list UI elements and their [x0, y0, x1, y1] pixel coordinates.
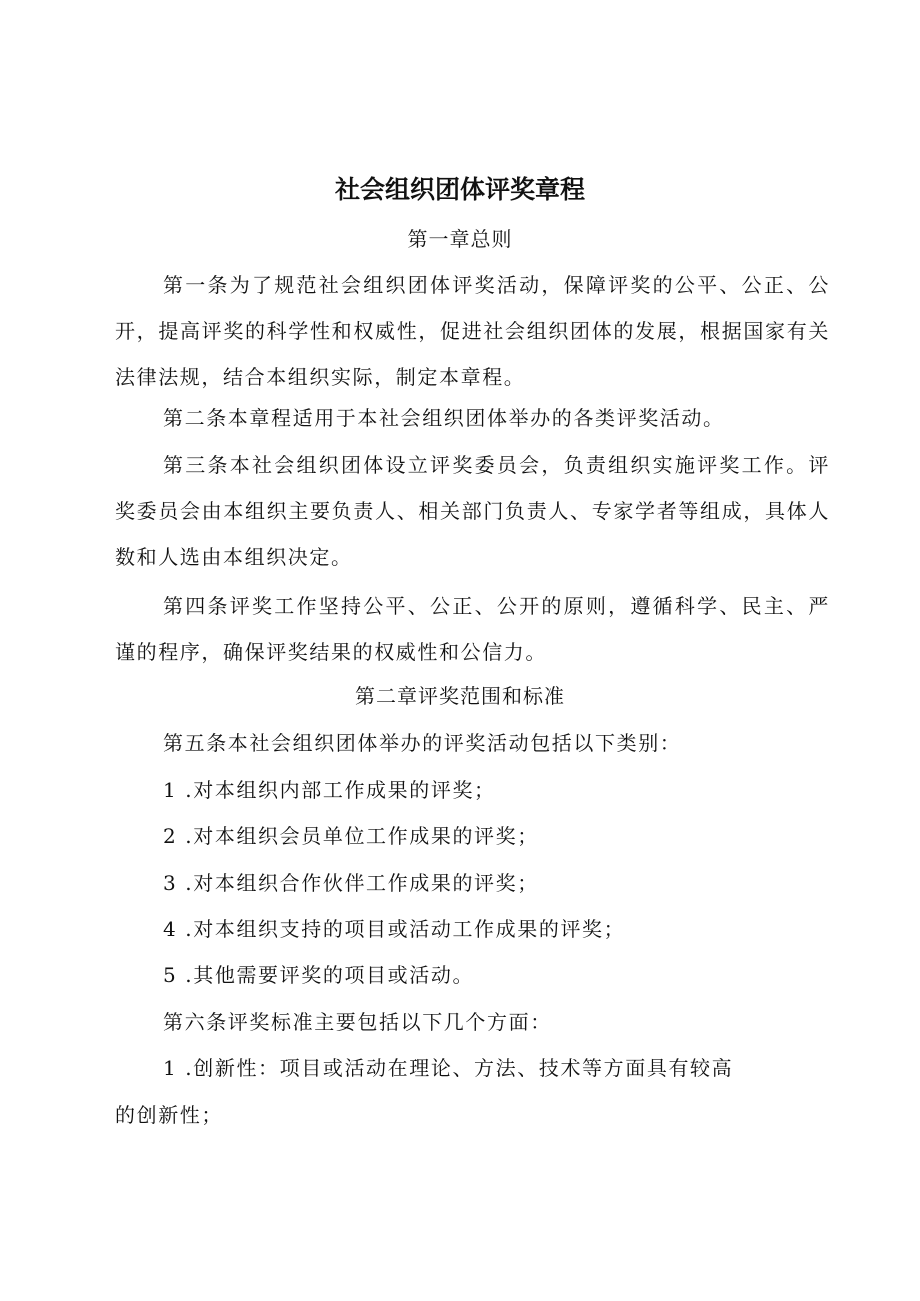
category-item: 1 .对本组织内部工作成果的评奖； [163, 778, 496, 802]
chapter-1-heading: 第一章总则 [407, 227, 513, 251]
article-5: 第五条本社会组织团体举办的评奖活动包括以下类别： [163, 731, 682, 755]
category-item: 2 .对本组织会员单位工作成果的评奖； [163, 824, 539, 848]
category-item: 4 .对本组织支持的项目或活动工作成果的评奖； [163, 917, 626, 941]
criterion-1-line-2: 的创新性； [115, 1103, 223, 1127]
category-item: 3 .对本组织合作伙伴工作成果的评奖； [163, 871, 539, 895]
category-item: 5 .其他需要评奖的项目或活动。 [163, 963, 475, 987]
criterion-1-line-1: 1 .创新性：项目或活动在理论、方法、技术等方面具有较高 [163, 1056, 734, 1080]
chapter-2-heading: 第二章评奖范围和标准 [355, 684, 565, 708]
article-2: 第二条本章程适用于本社会组织团体举办的各类评奖活动。 [163, 406, 725, 430]
article-3: 第三条本社会组织团体设立评奖委员会，负责组织实施评奖工作。评奖委员会由本组织主要负责人、相关部门负责人、专家学者等组成，具体人数和人选由本组织决定。 [115, 453, 830, 569]
article-6: 第六条评奖标准主要包括以下几个方面： [163, 1010, 552, 1034]
document-title: 社会组织团体评奖章程 [334, 175, 585, 204]
article-1: 第一条为了规范社会组织团体评奖活动，保障评奖的公平、公正、公开，提高评奖的科学性和权威性，促进社会组织团体的发展，根据国家有关法律法规，结合本组织实际，制定本章程。 [115, 273, 830, 389]
article-4: 第四条评奖工作坚持公平、公正、公开的原则，遵循科学、民主、严谨的程序，确保评奖结果的权威性和公信力。 [115, 594, 830, 664]
